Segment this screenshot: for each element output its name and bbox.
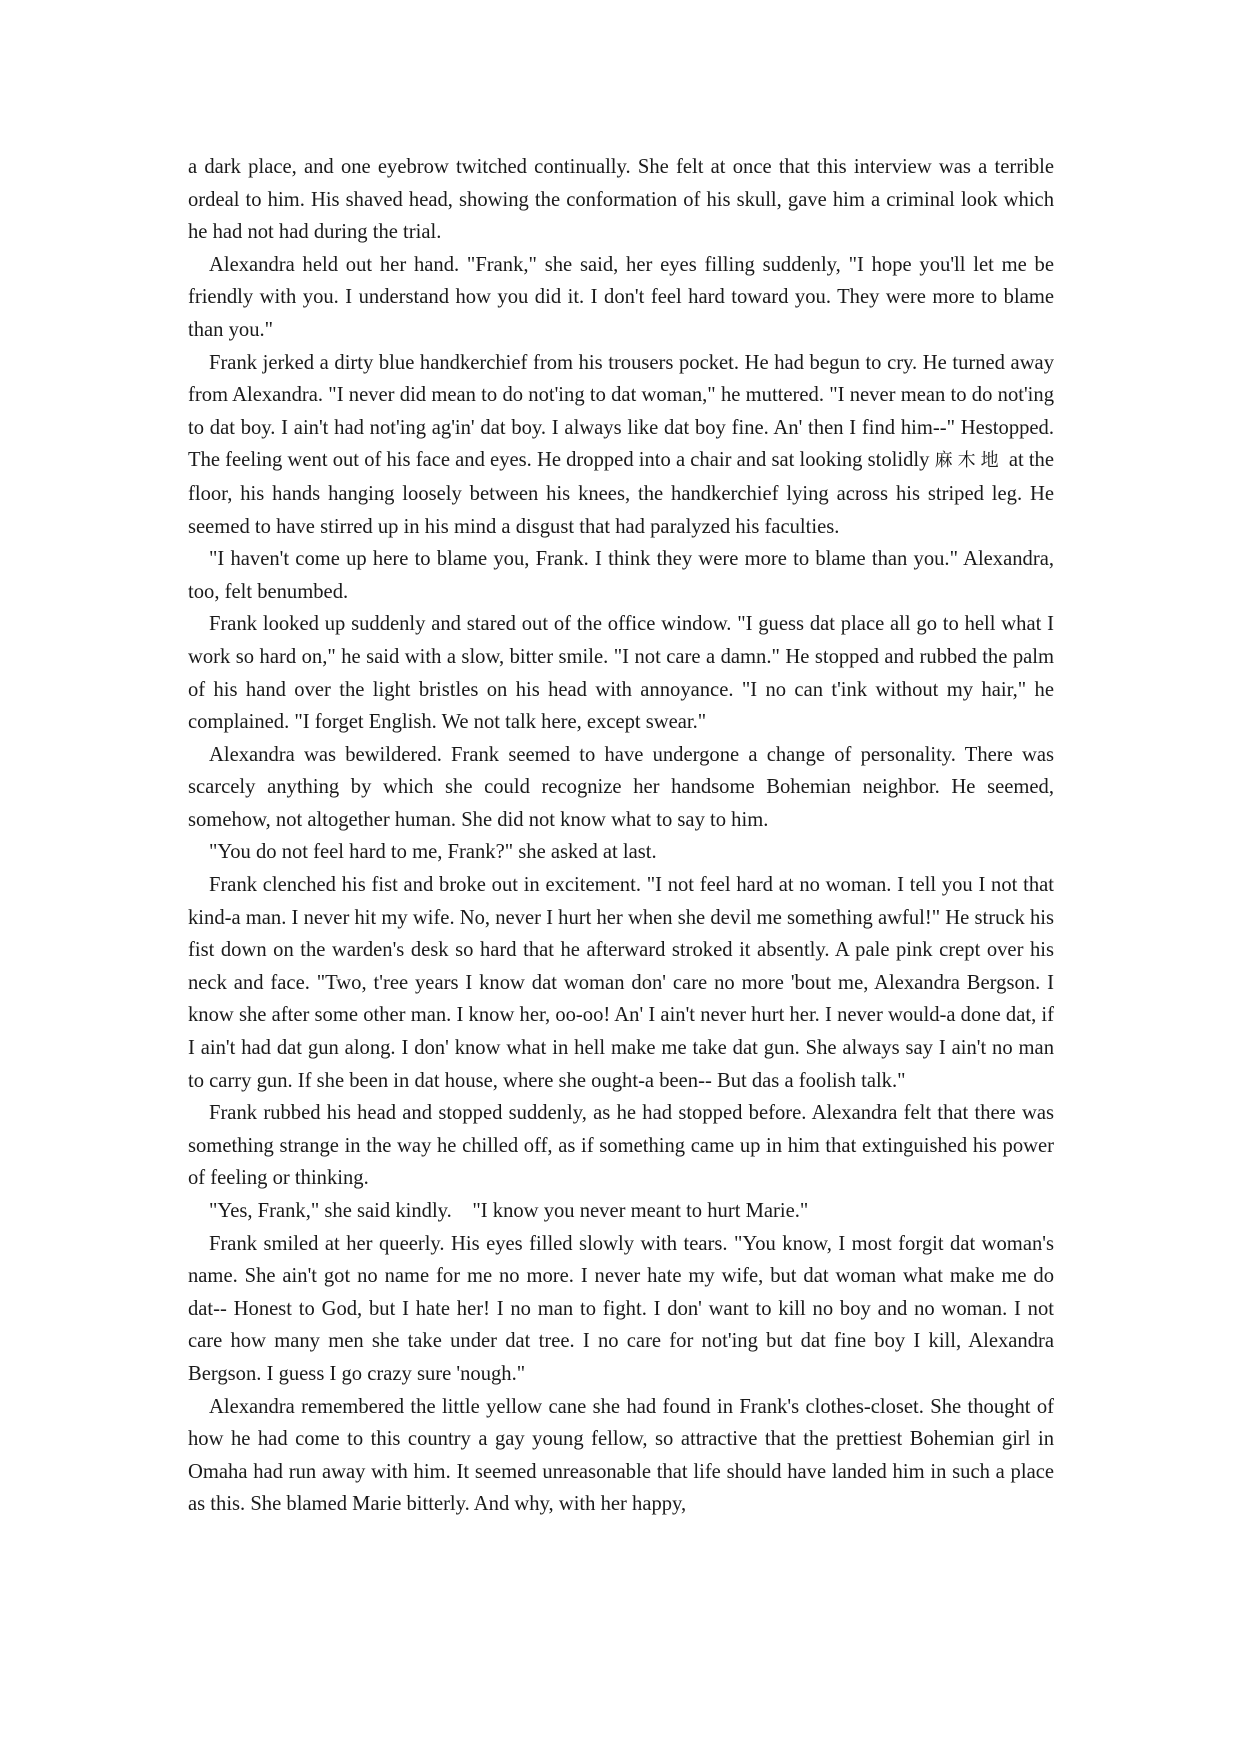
paragraph-10-text-b: "I know you never meant to hurt Marie." xyxy=(472,1200,809,1222)
paragraph-12: Alexandra remembered the little yellow cane she had found in Frank's clothes-closet. She thought of how he had come to this country a gay young fellow, so attractive that the prettiest Bohemian girl in Omaha had run away with him. It seemed unreasonable that life should have landed him in such a place as this. She blamed Marie bitterly. And why, with her happy, xyxy=(188,1395,1054,1516)
paragraph-2: Alexandra held out her hand. "Frank," she said, her eyes filling suddenly, "I hope you'll let me be friendly with you. I understand how you did it. I don't feel hard toward you. They were more to blame than you." xyxy=(188,253,1054,341)
paragraph-1: a dark place, and one eyebrow twitched continually. She felt at once that this interview was a terrible ordeal to him. His shaved head, showing the conformation of his skull, gave him a criminal look which he had not had during the trial. xyxy=(188,156,1054,244)
paragraph-4: "I haven't come up here to blame you, Frank. I think they were more to blame than you." Alexandra, too, felt benumbed. xyxy=(188,548,1054,603)
paragraph-5: Frank looked up suddenly and stared out of the office window. "I guess dat place all go to hell what I work so hard on," he said with a slow, bitter smile. "I not care a damn." He stopped and rubbed the palm of his hand over the light bristles on his head with annoyance. "I no can t'ink without my hair," he complained. "I forget English. We not talk here, except swear." xyxy=(188,613,1054,734)
paragraph-7: "You do not feel hard to me, Frank?" she asked at last. xyxy=(209,841,657,864)
paragraph-3 xyxy=(188,347,1054,544)
paragraph-10-text-a: "Yes, Frank," she said kindly. xyxy=(209,1200,452,1222)
paragraph-6: Alexandra was bewildered. Frank seemed to have undergone a change of personality. There was scarcely anything by which she could recognize her handsome Bohemian neighbor. He seemed, somehow, not altogether human. She did not know what to say to him. xyxy=(188,743,1054,831)
document-page xyxy=(188,151,1054,1521)
paragraph-3-text-a: Frank jerked a dirty blue handkerchief from his trousers pocket. He had begun to cry. He turned away from Alexandra. "I never did mean to do not'ing to dat woman," he muttered. "I never mean to do not'ing to dat boy. I ain't had not'ing ag'in' dat boy. I always like dat boy fine. An' then I find him--" Hestopped. The feeling went out of his face and eyes. He dropped into a chair and sat looking stolidly xyxy=(188,351,1054,472)
paragraph-8: Frank clenched his fist and broke out in excitement. "I not feel hard at no woman. I tell you I not that kind-a man. I never hit my wife. No, never I hurt her when she devil me something awful!" He struck his fist down on the warden's desk so hard that he afterward stroked it absently. A pale pink crept over his neck and face. "Two, t'ree years I know dat woman don' care no more 'bout me, Alexandra Bergson. I know she after some other man. I know her, oo-oo! An' I ain't never hurt her. I never would-a done dat, if I ain't had dat gun along. I don' know what in hell make me take dat gun. She always say I ain't no man to carry gun. If she been in dat house, where she ought-a been-- But das a foolish talk." xyxy=(188,874,1054,1092)
paragraph-11: Frank smiled at her queerly. His eyes filled slowly with tears. "You know, I most forgit dat woman's name. She ain't got no name for me no more. I never hate my wife, but dat woman what make me do dat-- Honest to God, but I hate her! I no man to fight. I don' want to kill no boy and no woman. I not care how many men she take under dat tree. I no care for not'ing but dat fine boy I kill, Alexandra Bergson. I guess I go crazy sure 'nough." xyxy=(188,1232,1054,1385)
paragraph-9: Frank rubbed his head and stopped suddenly, as he had stopped before. Alexandra felt that there was something strange in the way he chilled off, as if something came up in him that extinguished his power of feeling or thinking. xyxy=(188,1102,1054,1190)
paragraph-10 xyxy=(188,1195,1054,1228)
paragraph-3-text-b: at the floor, his hands hanging loosely between his knees, the handkerchief lying across his striped leg. He seemed to have stirred up in his mind a disgust that had paralyzed his faculties. xyxy=(188,449,1054,538)
cjk-annotation: 麻木地 xyxy=(934,450,1004,472)
